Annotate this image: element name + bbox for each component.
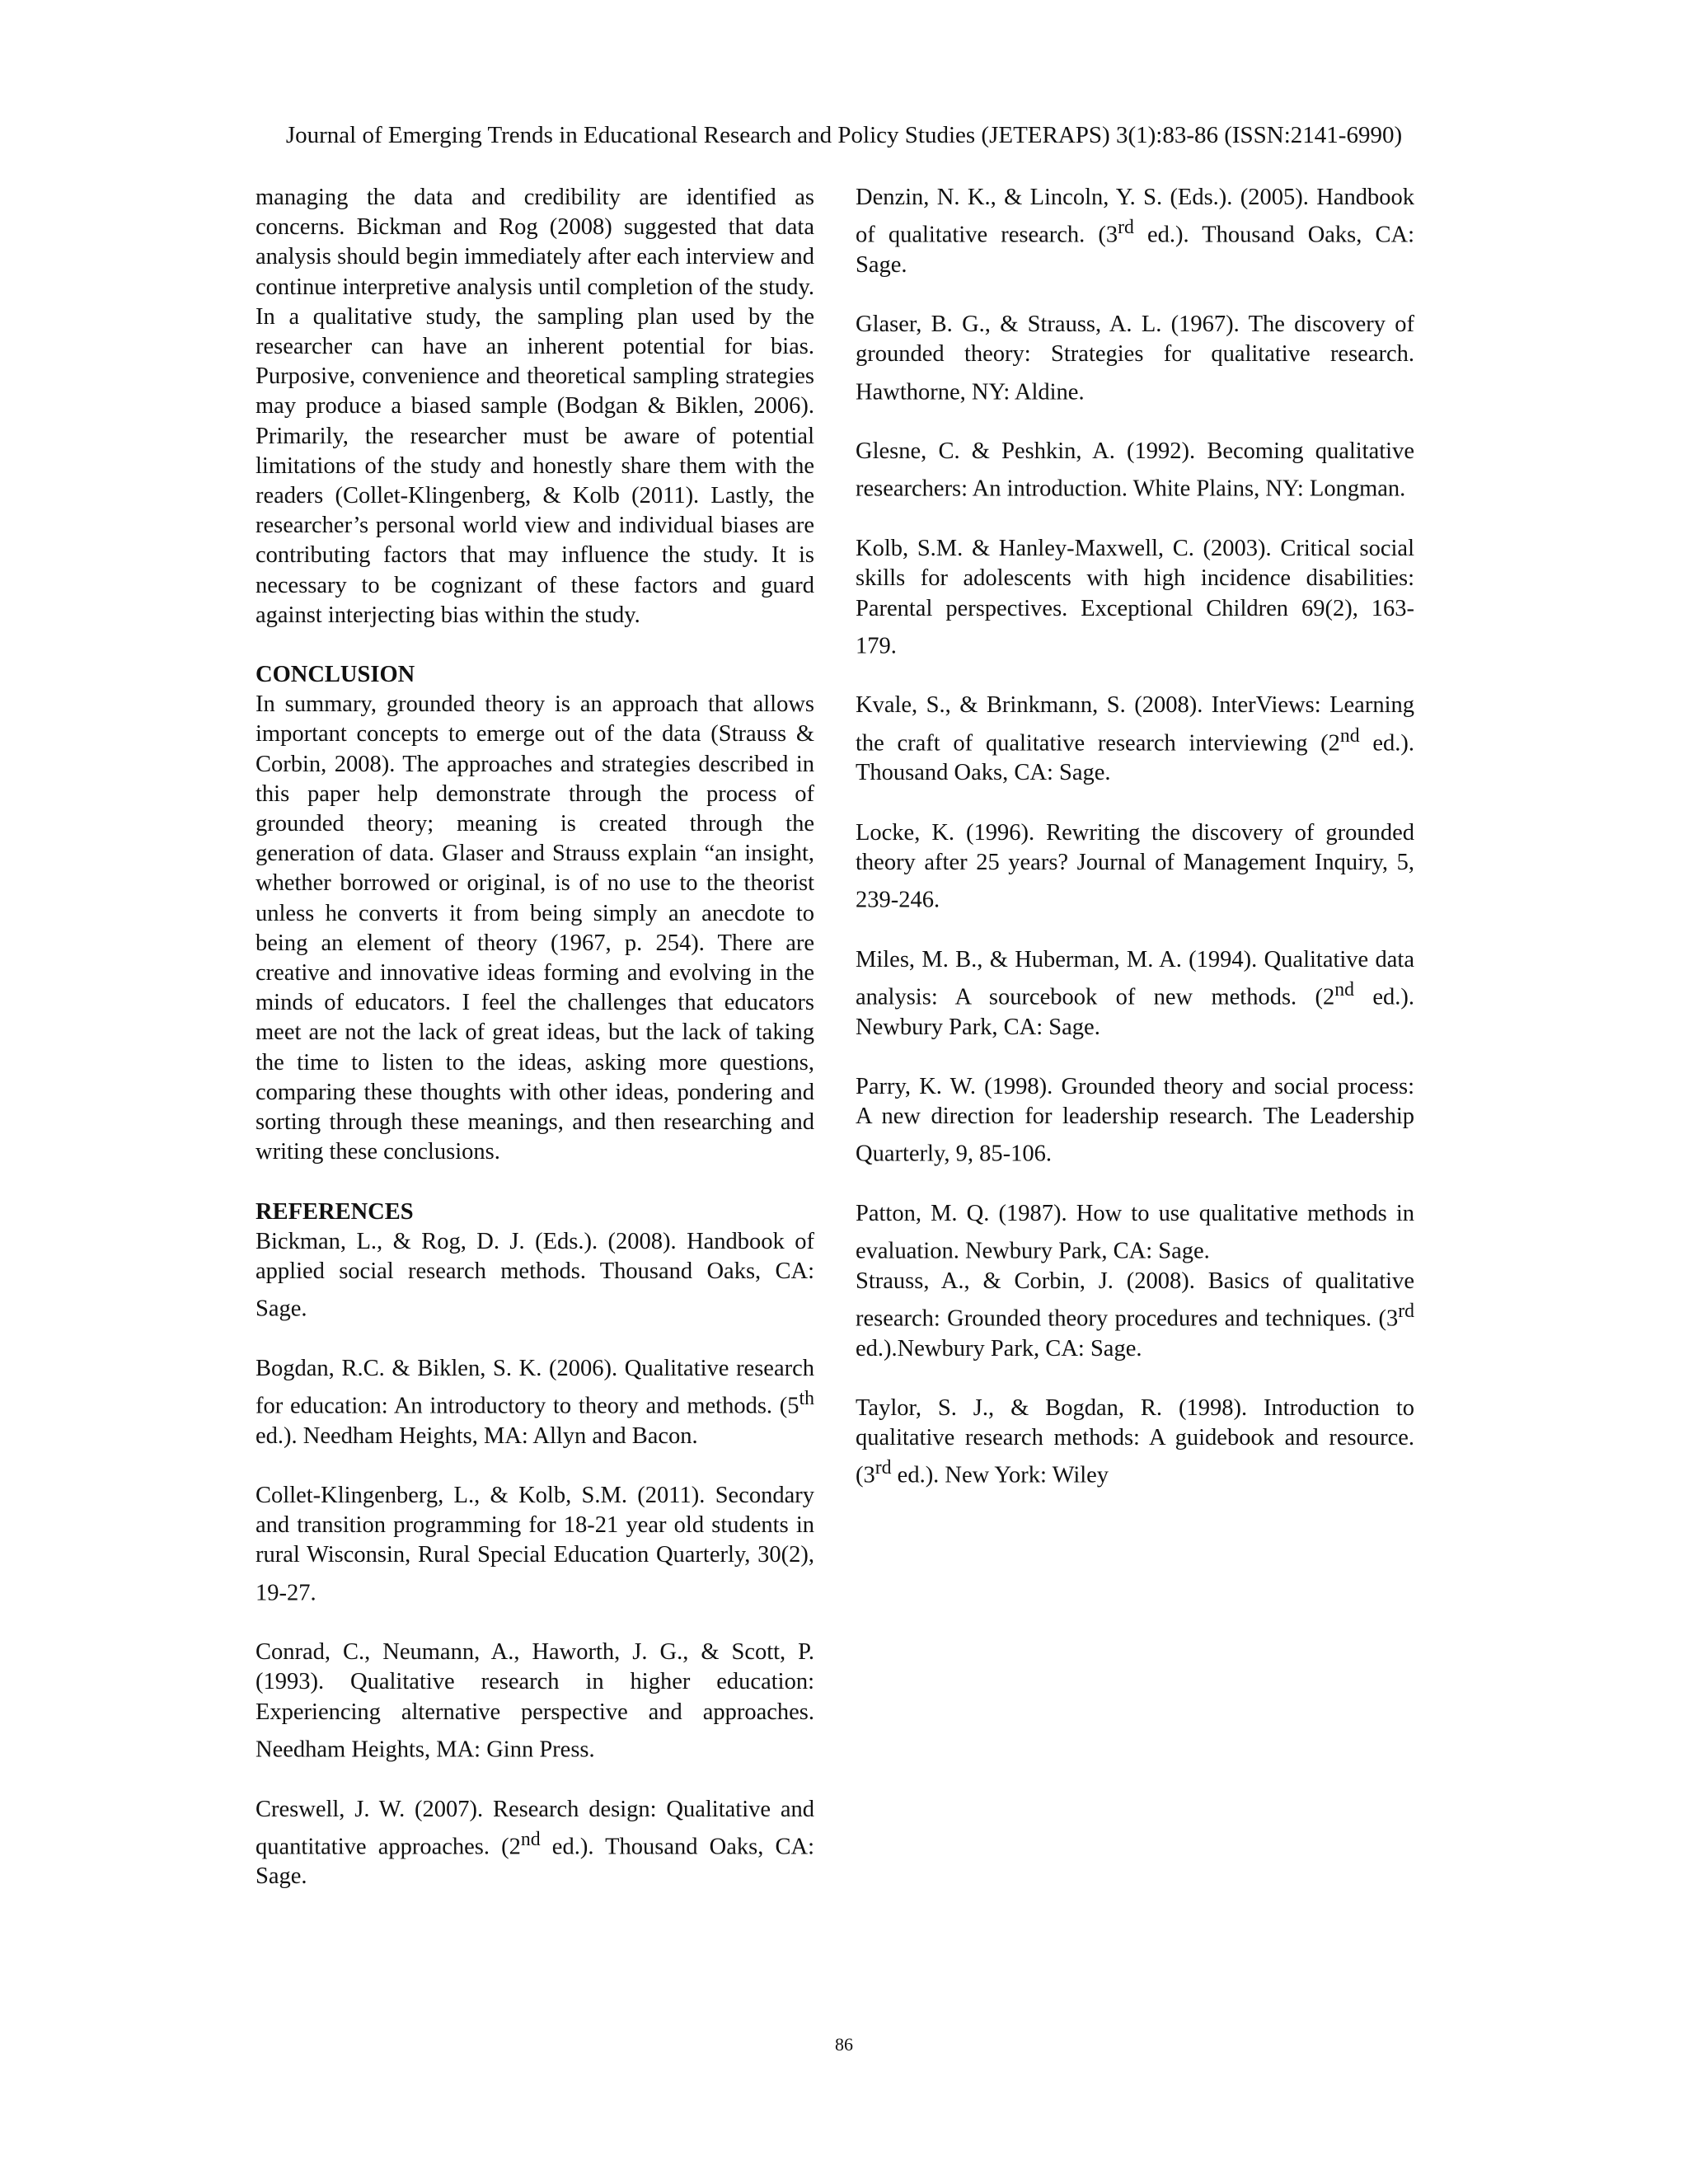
reference-entry: Creswell, J. W. (2007). Research design: Qualitative and quantitative approaches. (2nd ed.). Thousand Oaks, CA: Sage. <box>256 1796 815 1890</box>
reference-entry: Collet-Klingenberg, L., & Kolb, S.M. (2011). Secondary and transition programming for 18-21 year old students in rural Wisconsin, Rural Special Education Quarterly, 30(2), 19-27. <box>256 1482 814 1606</box>
conclusion-paragraph: In summary, grounded theory is an approach that allows important concepts to emerge out of the data (Strauss & Corbin, 2008). The approaches and strategies described in this paper help demonstrate through the process of grounded theory; meaning is created through the generation of data. Glaser and Strauss explain “an insight, whether borrowed or original, is of no use to the theorist unless he converts it from being simply an anecdote to being an element of theory (1967, p. 254). There are creative and innovative ideas forming and evolving in the minds of educators. I feel the challenges that educators meet are not the lack of great ideas, but the lack of taking the time to listen to the ideas, asking more questions, comparing these thoughts with other ideas, pondering and sorting through these meanings, and then researching and writing these conclusions. <box>256 691 814 1165</box>
intro-paragraph: managing the data and credibility are identified as concerns. Bickman and Rog (2008) suggested that data analysis should begin immediately after each interview and continue interpretive analysis until completion of the study. In a qualitative study, the sampling plan used by the researcher can have an inherent potential for bias. Purposive, convenience and theoretical sampling strategies may produce a biased sample (Bodgan & Biklen, 2006). Primarily, the researcher must be aware of potential limitations of the study and honestly share them with the readers (Collet-Klingenberg, & Kolb (2011). Lastly, the researcher’s personal world view and individual biases are contributing factors that may influence the study. It is necessary to be cognizant of these factors and guard against interjecting bias within the study. <box>256 185 814 628</box>
reference-entry: Locke, K. (1996). Rewriting the discovery of grounded theory after 25 years? Journal of Management Inquiry, 5, 239-246. <box>856 819 1414 913</box>
right-column <box>856 183 1414 1521</box>
journal-header: Journal of Emerging Trends in Educational Research and Policy Studies (JETERAPS) 3(1):83-86 (ISSN:2141-6990) <box>285 122 1403 148</box>
reference-entry: Denzin, N. K., & Lincoln, Y. S. (Eds.). (2005). Handbook of qualitative research. (3rd ed.). Thousand Oaks, CA: Sage. <box>856 185 1414 278</box>
left-column <box>256 183 814 1922</box>
page-number: 86 <box>835 2034 853 2055</box>
references-heading: REFERENCES <box>256 1198 414 1225</box>
reference-entry: Glaser, B. G., & Strauss, A. L. (1967). The discovery of grounded theory: Strategies for qualitative research. Hawthorne, NY: Aldine. <box>856 312 1414 405</box>
reference-entry: Conrad, C., Neumann, A., Haworth, J. G., & Scott, P. (1993). Qualitative research in higher education: Experiencing alternative perspective and approaches. Needham Heights, MA: Ginn Press. <box>256 1639 814 1763</box>
reference-entry: Kolb, S.M. & Hanley-Maxwell, C. (2003). Critical social skills for adolescents with high incidence disabilities: Parental perspectives. Exceptional Children 69(2), 163-179. <box>856 536 1414 659</box>
reference-entry: Strauss, A., & Corbin, J. (2008). Basics of qualitative research: Grounded theory procedures and techniques. (3rd ed.).Newbury Park, CA: Sage. <box>856 1268 1414 1361</box>
reference-entry: Patton, M. Q. (1987). How to use qualitative methods in evaluation. Newbury Park, CA: Sage. <box>856 1200 1414 1264</box>
reference-entry: Kvale, S., & Brinkmann, S. (2008). InterViews: Learning the craft of qualitative research interviewing (2nd ed.). Thousand Oaks, CA: Sage. <box>856 692 1414 786</box>
reference-entry: Bogdan, R.C. & Biklen, S. K. (2006). Qualitative research for education: An introductory to theory and methods. (5th ed.). Needham Heights, MA: Allyn and Bacon. <box>256 1355 814 1449</box>
conclusion-heading: CONCLUSION <box>256 662 415 688</box>
reference-entry: Parry, K. W. (1998). Grounded theory and social process: A new direction for leadership research. The Leadership Quarterly, 9, 85-106. <box>856 1073 1414 1167</box>
reference-entry: Bickman, L., & Rog, D. J. (Eds.). (2008). Handbook of applied social research methods. Thousand Oaks, CA: Sage. <box>256 1228 814 1322</box>
reference-entry: Taylor, S. J., & Bogdan, R. (1998). Introduction to qualitative research methods: A guidebook and resource. (3rd ed.). New York: Wiley <box>856 1394 1414 1488</box>
reference-entry: Glesne, C. & Peshkin, A. (1992). Becoming qualitative researchers: An introduction. White Plains, NY: Longman. <box>856 438 1414 502</box>
reference-entry: Miles, M. B., & Huberman, M. A. (1994). Qualitative data analysis: A sourcebook of new methods. (2nd ed.). Newbury Park, CA: Sage. <box>856 946 1414 1040</box>
